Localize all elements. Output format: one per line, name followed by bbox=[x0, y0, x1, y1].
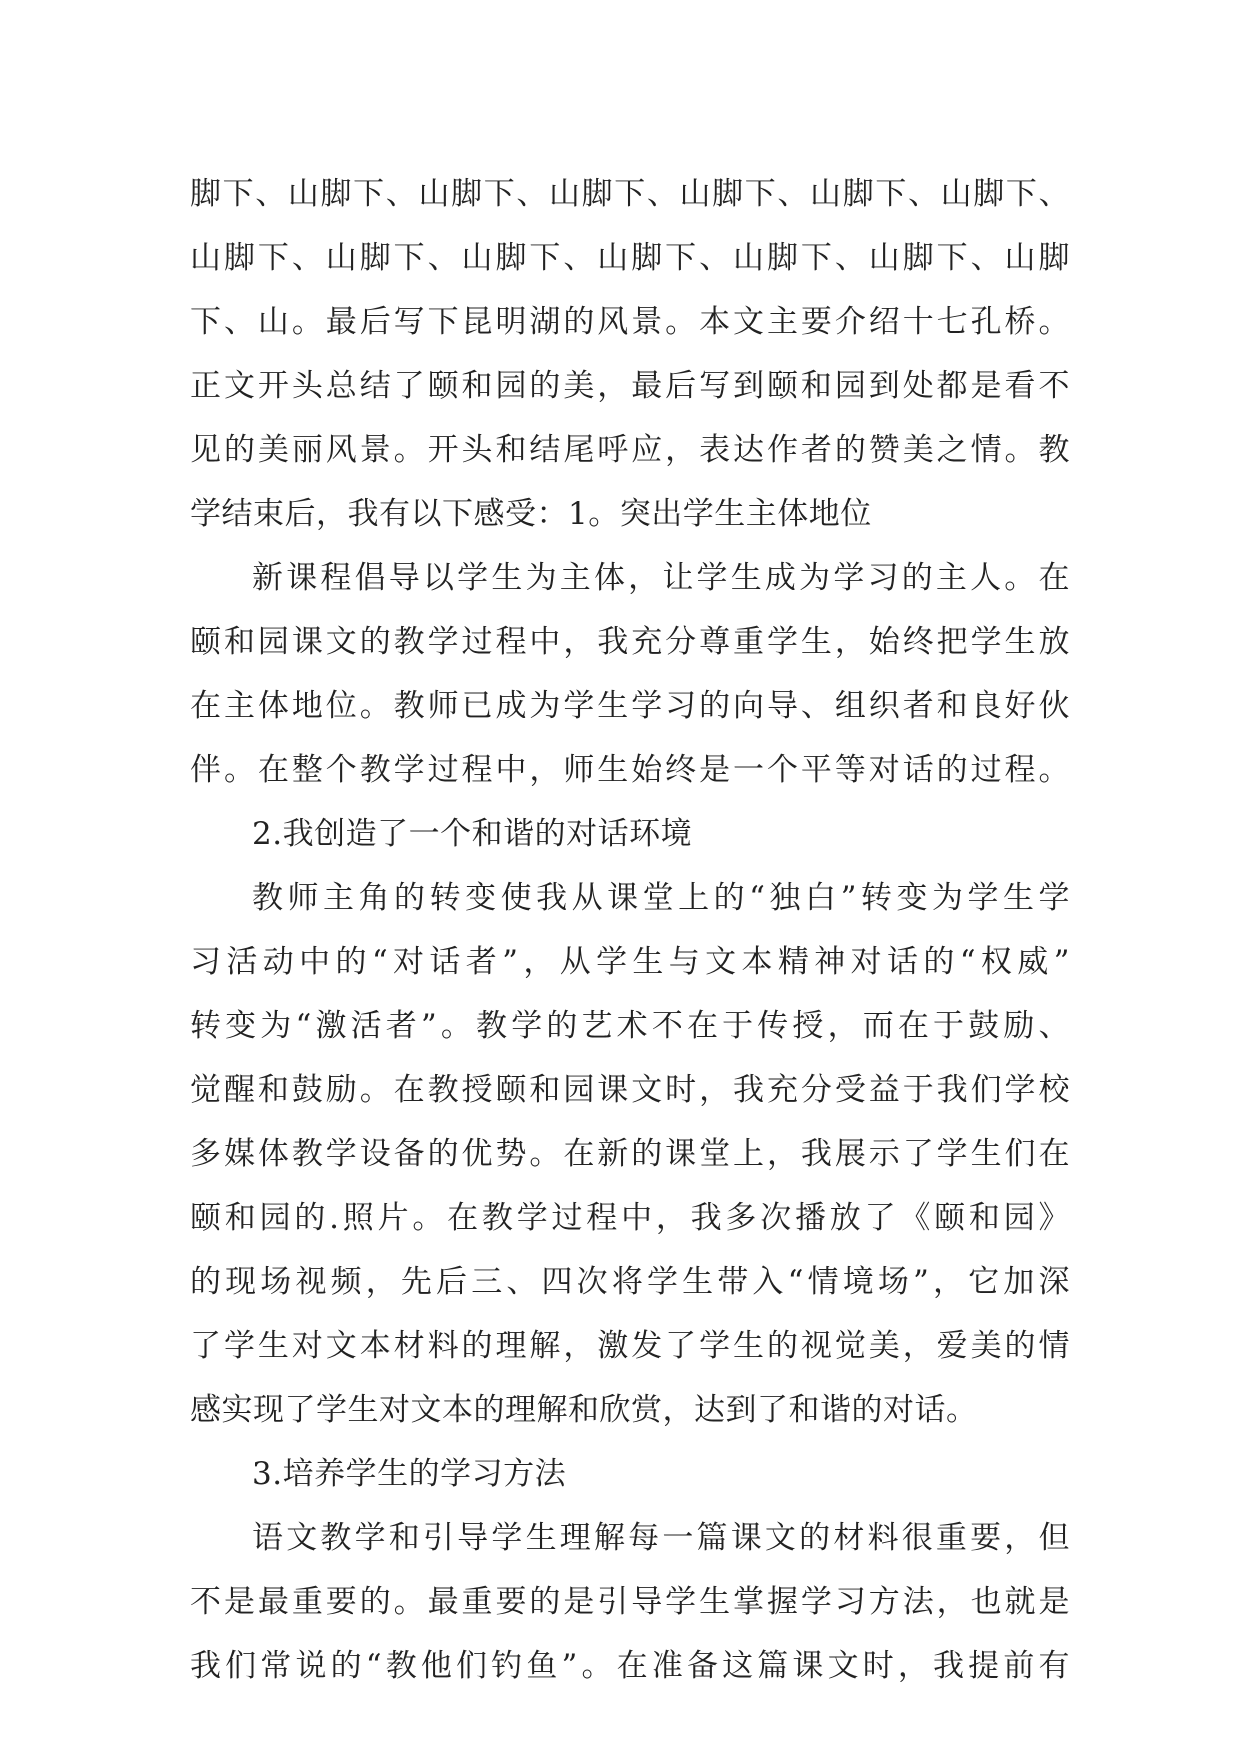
text-line: 颐和园课文的教学过程中，我充分尊重学生，始终把学生放 bbox=[190, 624, 1070, 660]
text-line: 感实现了学生对文本的理解和欣赏，达到了和谐的对话。 bbox=[190, 1392, 978, 1428]
text-line: 在主体地位。教师已成为学生学习的向导、组织者和良好伙 bbox=[190, 688, 1070, 724]
paragraph-start-line: 新课程倡导以学生为主体，让学生成为学习的主人。在 bbox=[252, 560, 1070, 596]
text-line: 我们常说的“教他们钓鱼”。在准备这篇课文时，我提前有 bbox=[190, 1648, 1070, 1684]
text-line: 多媒体教学设备的优势。在新的课堂上，我展示了学生们在 bbox=[190, 1136, 1070, 1172]
text-line: 不是最重要的。最重要的是引导学生掌握学习方法，也就是 bbox=[190, 1584, 1070, 1620]
paragraph-start-line: 教师主角的转变使我从课堂上的“独白”转变为学生学 bbox=[252, 880, 1070, 916]
text-line: 的现场视频，先后三、四次将学生带入“情境场”，它加深 bbox=[190, 1264, 1070, 1300]
text-line: 了学生对文本材料的理解，激发了学生的视觉美，爱美的情 bbox=[190, 1328, 1070, 1364]
text-line: 伴。在整个教学过程中，师生始终是一个平等对话的过程。 bbox=[190, 752, 1070, 788]
section-heading: 2.我创造了一个和谐的对话环境 bbox=[252, 816, 693, 852]
paragraph-start-line: 语文教学和引导学生理解每一篇课文的材料很重要，但 bbox=[252, 1520, 1070, 1556]
text-line: 觉醒和鼓励。在教授颐和园课文时，我充分受益于我们学校 bbox=[190, 1072, 1070, 1108]
text-line: 脚下、山脚下、山脚下、山脚下、山脚下、山脚下、山脚下、 bbox=[190, 176, 1070, 212]
text-line: 习活动中的“对话者”，从学生与文本精神对话的“权威” bbox=[190, 944, 1070, 980]
text-line: 转变为“激活者”。教学的艺术不在于传授，而在于鼓励、 bbox=[190, 1008, 1070, 1044]
document-page bbox=[190, 162, 1070, 1698]
text-line: 学结束后，我有以下感受：1。突出学生主体地位 bbox=[190, 496, 872, 532]
text-line: 见的美丽风景。开头和结尾呼应，表达作者的赞美之情。教 bbox=[190, 432, 1070, 468]
text-line: 下、山。最后写下昆明湖的风景。本文主要介绍十七孔桥。 bbox=[190, 304, 1070, 340]
section-heading: 3.培养学生的学习方法 bbox=[252, 1456, 567, 1492]
text-line: 山脚下、山脚下、山脚下、山脚下、山脚下、山脚下、山脚 bbox=[190, 240, 1070, 276]
text-line: 正文开头总结了颐和园的美，最后写到颐和园到处都是看不 bbox=[190, 368, 1070, 404]
text-line: 颐和园的.照片。在教学过程中，我多次播放了《颐和园》 bbox=[190, 1200, 1070, 1236]
